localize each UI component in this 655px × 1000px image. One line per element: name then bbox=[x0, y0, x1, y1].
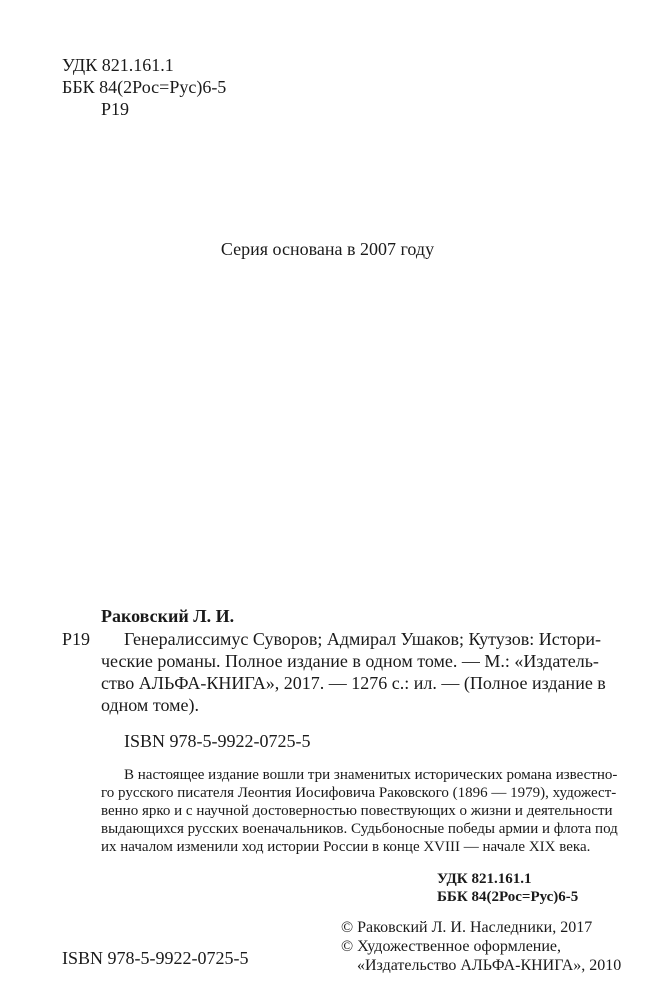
catalog-author-sign: Р19 bbox=[62, 629, 91, 649]
author-sign-top: Р19 bbox=[101, 99, 130, 119]
copyright-line: «Издательство АЛЬФА-КНИГА», 2010 bbox=[357, 957, 622, 974]
annotation-line: их началом изменили ход истории России в конце XVIII — начале XIX века. bbox=[101, 839, 591, 855]
catalog-description-line: Генералиссимус Суворов; Адмирал Ушаков; Кутузов: Истори- bbox=[124, 629, 602, 649]
catalog-description-line: одном томе). bbox=[101, 695, 199, 715]
catalog-isbn: ISBN 978-5-9922-0725-5 bbox=[124, 731, 311, 751]
series-note: Серия основана в 2007 году bbox=[220, 239, 435, 259]
catalog-description-line: ство АЛЬФА-КНИГА», 2017. — 1276 с.: ил. — (Полное издание в bbox=[101, 673, 606, 693]
bbk-code-bottom: ББК 84(2Рос=Рус)6-5 bbox=[437, 889, 579, 905]
annotation-line: го русского писателя Леонтия Иосифовича Раковского (1896 — 1979), художест- bbox=[101, 785, 617, 801]
bbk-code-top: ББК 84(2Рос=Рус)6-5 bbox=[62, 77, 227, 97]
catalog-description-line: ческие романы. Полное издание в одном томе. — М.: «Издатель- bbox=[101, 651, 599, 671]
annotation-line: В настоящее издание вошли три знаменитых исторических романа известно- bbox=[124, 767, 618, 783]
catalog-author: Раковский Л. И. bbox=[101, 606, 235, 626]
annotation-line: выдающихся русских военачальников. Судьбоносные победы армии и флота под bbox=[101, 821, 618, 837]
copyright-line: © Художественное оформление, bbox=[341, 938, 562, 955]
annotation-line: венно ярко и с научной достоверностью повествующих о жизни и деятельности bbox=[101, 803, 613, 819]
udk-code-bottom: УДК 821.161.1 bbox=[437, 871, 532, 887]
udk-code-top: УДК 821.161.1 bbox=[62, 55, 174, 75]
footer-isbn: ISBN 978-5-9922-0725-5 bbox=[62, 948, 249, 968]
copyright-line: © Раковский Л. И. Наследники, 2017 bbox=[341, 919, 593, 936]
